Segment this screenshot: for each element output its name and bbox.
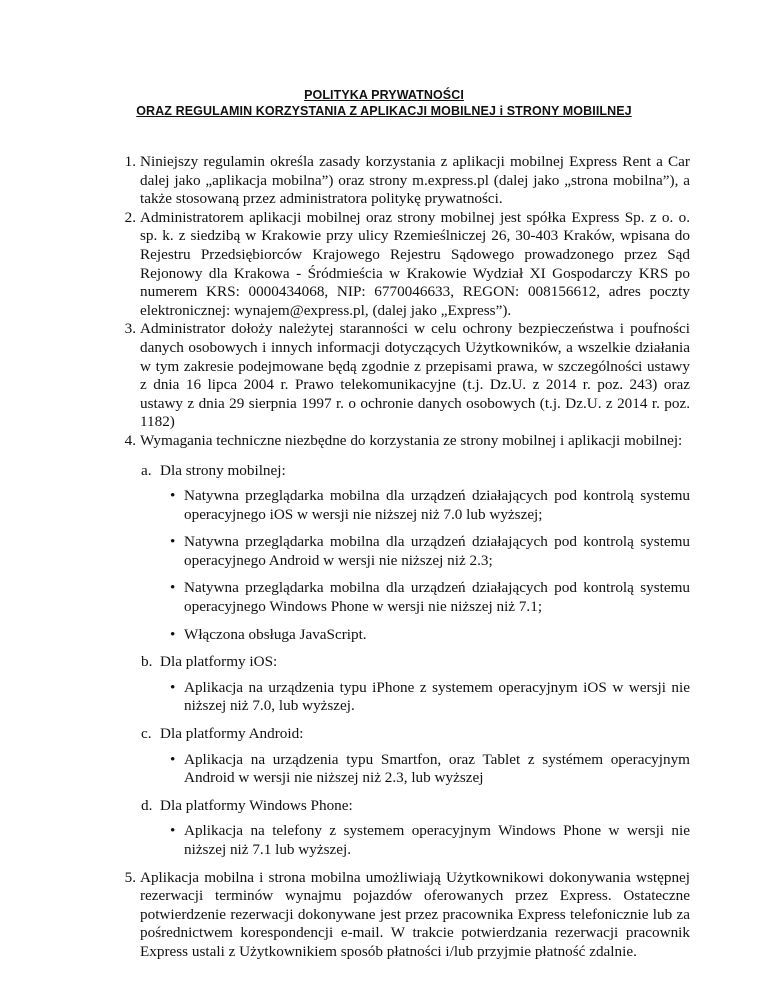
bullet-text: Aplikacja na urządzenia typu Smartfon, oraz Tablet z systémem operacyjnym Android w wersji nie niższej niż 2.3, lub wyższej [184, 750, 690, 787]
group-title: Dla platformy Windows Phone: [160, 796, 353, 814]
item-text: Aplikacja mobilna i strona mobilna umożliwiają Użytkownikowi dokonywania wstępnej rezerwacji terminów wynajmu pojazdów oferowanych przez Express. Ostateczne potwierdzenie rezerwacji dokonywane jest przez pracownika Express telefonicznie lub za pośrednictwem korespondencji e-mail. W trakcie potwierdzania rezerwacji pracownik Express ustali z Użytkownikiem sposób płatności i/lub przyjmie płatność zdalnie. [140, 868, 690, 960]
bullet-icon: • [170, 822, 176, 840]
bullet-icon: • [170, 579, 176, 597]
document-title [0, 87, 768, 119]
item-number: 3. [124, 320, 136, 338]
list-item-3 [112, 320, 690, 432]
bullet-list [112, 751, 690, 788]
group-title: Dla platformy iOS: [160, 653, 278, 671]
bullet-text: Aplikacja na urządzenia typu iPhone z systemem operacyjnym iOS w wersji nie niższej niż 7.0, lub wyższej. [184, 678, 690, 715]
title-line-2: ORAZ REGULAMIN KORZYSTANIA Z APLIKACJI MOBILNEJ i STRONY MOBIILNEJ [136, 104, 632, 118]
bullet-text: Natywna przeglądarka mobilna dla urządzeń działających pod kontrolą systemu operacyjnego Windows Phone w wersji nie niższej niż 7.1; [184, 579, 690, 616]
bullet-item [112, 533, 690, 570]
requirement-group-windows-phone [112, 797, 690, 816]
item-number: 2. [124, 208, 136, 226]
bullet-item [112, 487, 690, 524]
bullet-item [112, 579, 690, 616]
group-label: c. [141, 725, 152, 743]
title-line-1: POLITYKA PRYWATNOŚCI [304, 88, 464, 102]
list-item-2 [112, 209, 690, 321]
group-label: a. [141, 461, 152, 479]
requirement-group-android [112, 725, 690, 744]
item-text: Niniejszy regulamin określa zasady korzystania z aplikacji mobilnej Express Rent a Car dalej jako „aplikacja mobilna”) oraz strony m.express.pl (dalej jako „strona mobilna”), a także stosowaną przez administratora politykę prywatności. [140, 153, 690, 208]
bullet-list [112, 487, 690, 644]
item-number: 1. [124, 153, 136, 170]
document-body [112, 153, 690, 962]
item-number: 4. [124, 431, 136, 449]
group-label: b. [141, 653, 153, 671]
bullet-icon: • [170, 678, 176, 696]
list-item-5 [112, 869, 690, 962]
list-item-4 [112, 432, 690, 451]
bullet-item [112, 822, 690, 859]
requirement-group-ios [112, 653, 690, 672]
requirement-group-mobile-site [112, 462, 690, 481]
bullet-list [112, 679, 690, 716]
bullet-icon: • [170, 750, 176, 768]
list-item-1 [112, 153, 690, 209]
bullet-text: Włączona obsługa JavaScript. [184, 625, 367, 643]
bullet-list [112, 822, 690, 859]
group-title: Dla strony mobilnej: [160, 461, 286, 479]
bullet-text: Natywna przeglądarka mobilna dla urządzeń działających pod kontrolą systemu operacyjnego Android w wersji nie niższej niż 2.3; [184, 533, 690, 569]
bullet-item [112, 626, 690, 645]
item-text: Wymagania techniczne niezbędne do korzystania ze strony mobilnej i aplikacji mobilnej: [140, 431, 683, 449]
item-text: Administratorem aplikacji mobilnej oraz strony mobilnej jest spółka Express Sp. z o. o. sp. k. z siedzibą w Krakowie przy ulicy Rzemieślniczej 26, 30-403 Kraków, wpisana do Rejestru Przedsiębiorców Krajowego Rejestru Sądowego prowadzonego przez Sąd Rejonowy dla Krakowa - Śródmieścia w Krakowie Wydział XI Gospodarczy KRS po numerem KRS: 0000434068, NIP: 6770046633, REGON: 008156612, adres poczty elektronicznej: wynajem@express.pl, (dalej jako „Express”). [140, 208, 690, 319]
bullet-item [112, 751, 690, 788]
bullet-text: Aplikacja na telefony z systemem operacyjnym Windows Phone w wersji nie niższej niż 7.1 lub wyższej. [184, 822, 690, 858]
group-label: d. [141, 796, 153, 814]
bullet-icon: • [170, 487, 176, 505]
bullet-icon: • [170, 533, 176, 551]
bullet-icon: • [170, 625, 176, 643]
bullet-item [112, 679, 690, 716]
group-title: Dla platformy Android: [160, 725, 304, 743]
item-number: 5. [124, 868, 136, 886]
bullet-text: Natywna przeglądarka mobilna dla urządzeń działających pod kontrolą systemu operacyjnego iOS w wersji nie niższej niż 7.0 lub wyższej; [184, 487, 690, 523]
item-text: Administrator dołoży należytej staranności w celu ochrony bezpieczeństwa i poufności danych osobowych i innych informacji dotyczących Użytkowników, a wszelkie działania w tym zakresie podejmowane będą zgodnie z przepisami prawa, w szczególności ustawy z dnia 16 lipca 2004 r. Prawo telekomunikacyjne (t.j. Dz.U. z 2014 r. poz. 243) oraz ustawy z dnia 29 sierpnia 1997 r. o ochronie danych osobowych (t.j. Dz.U. z 2014 r. poz. 1182) [140, 320, 690, 431]
